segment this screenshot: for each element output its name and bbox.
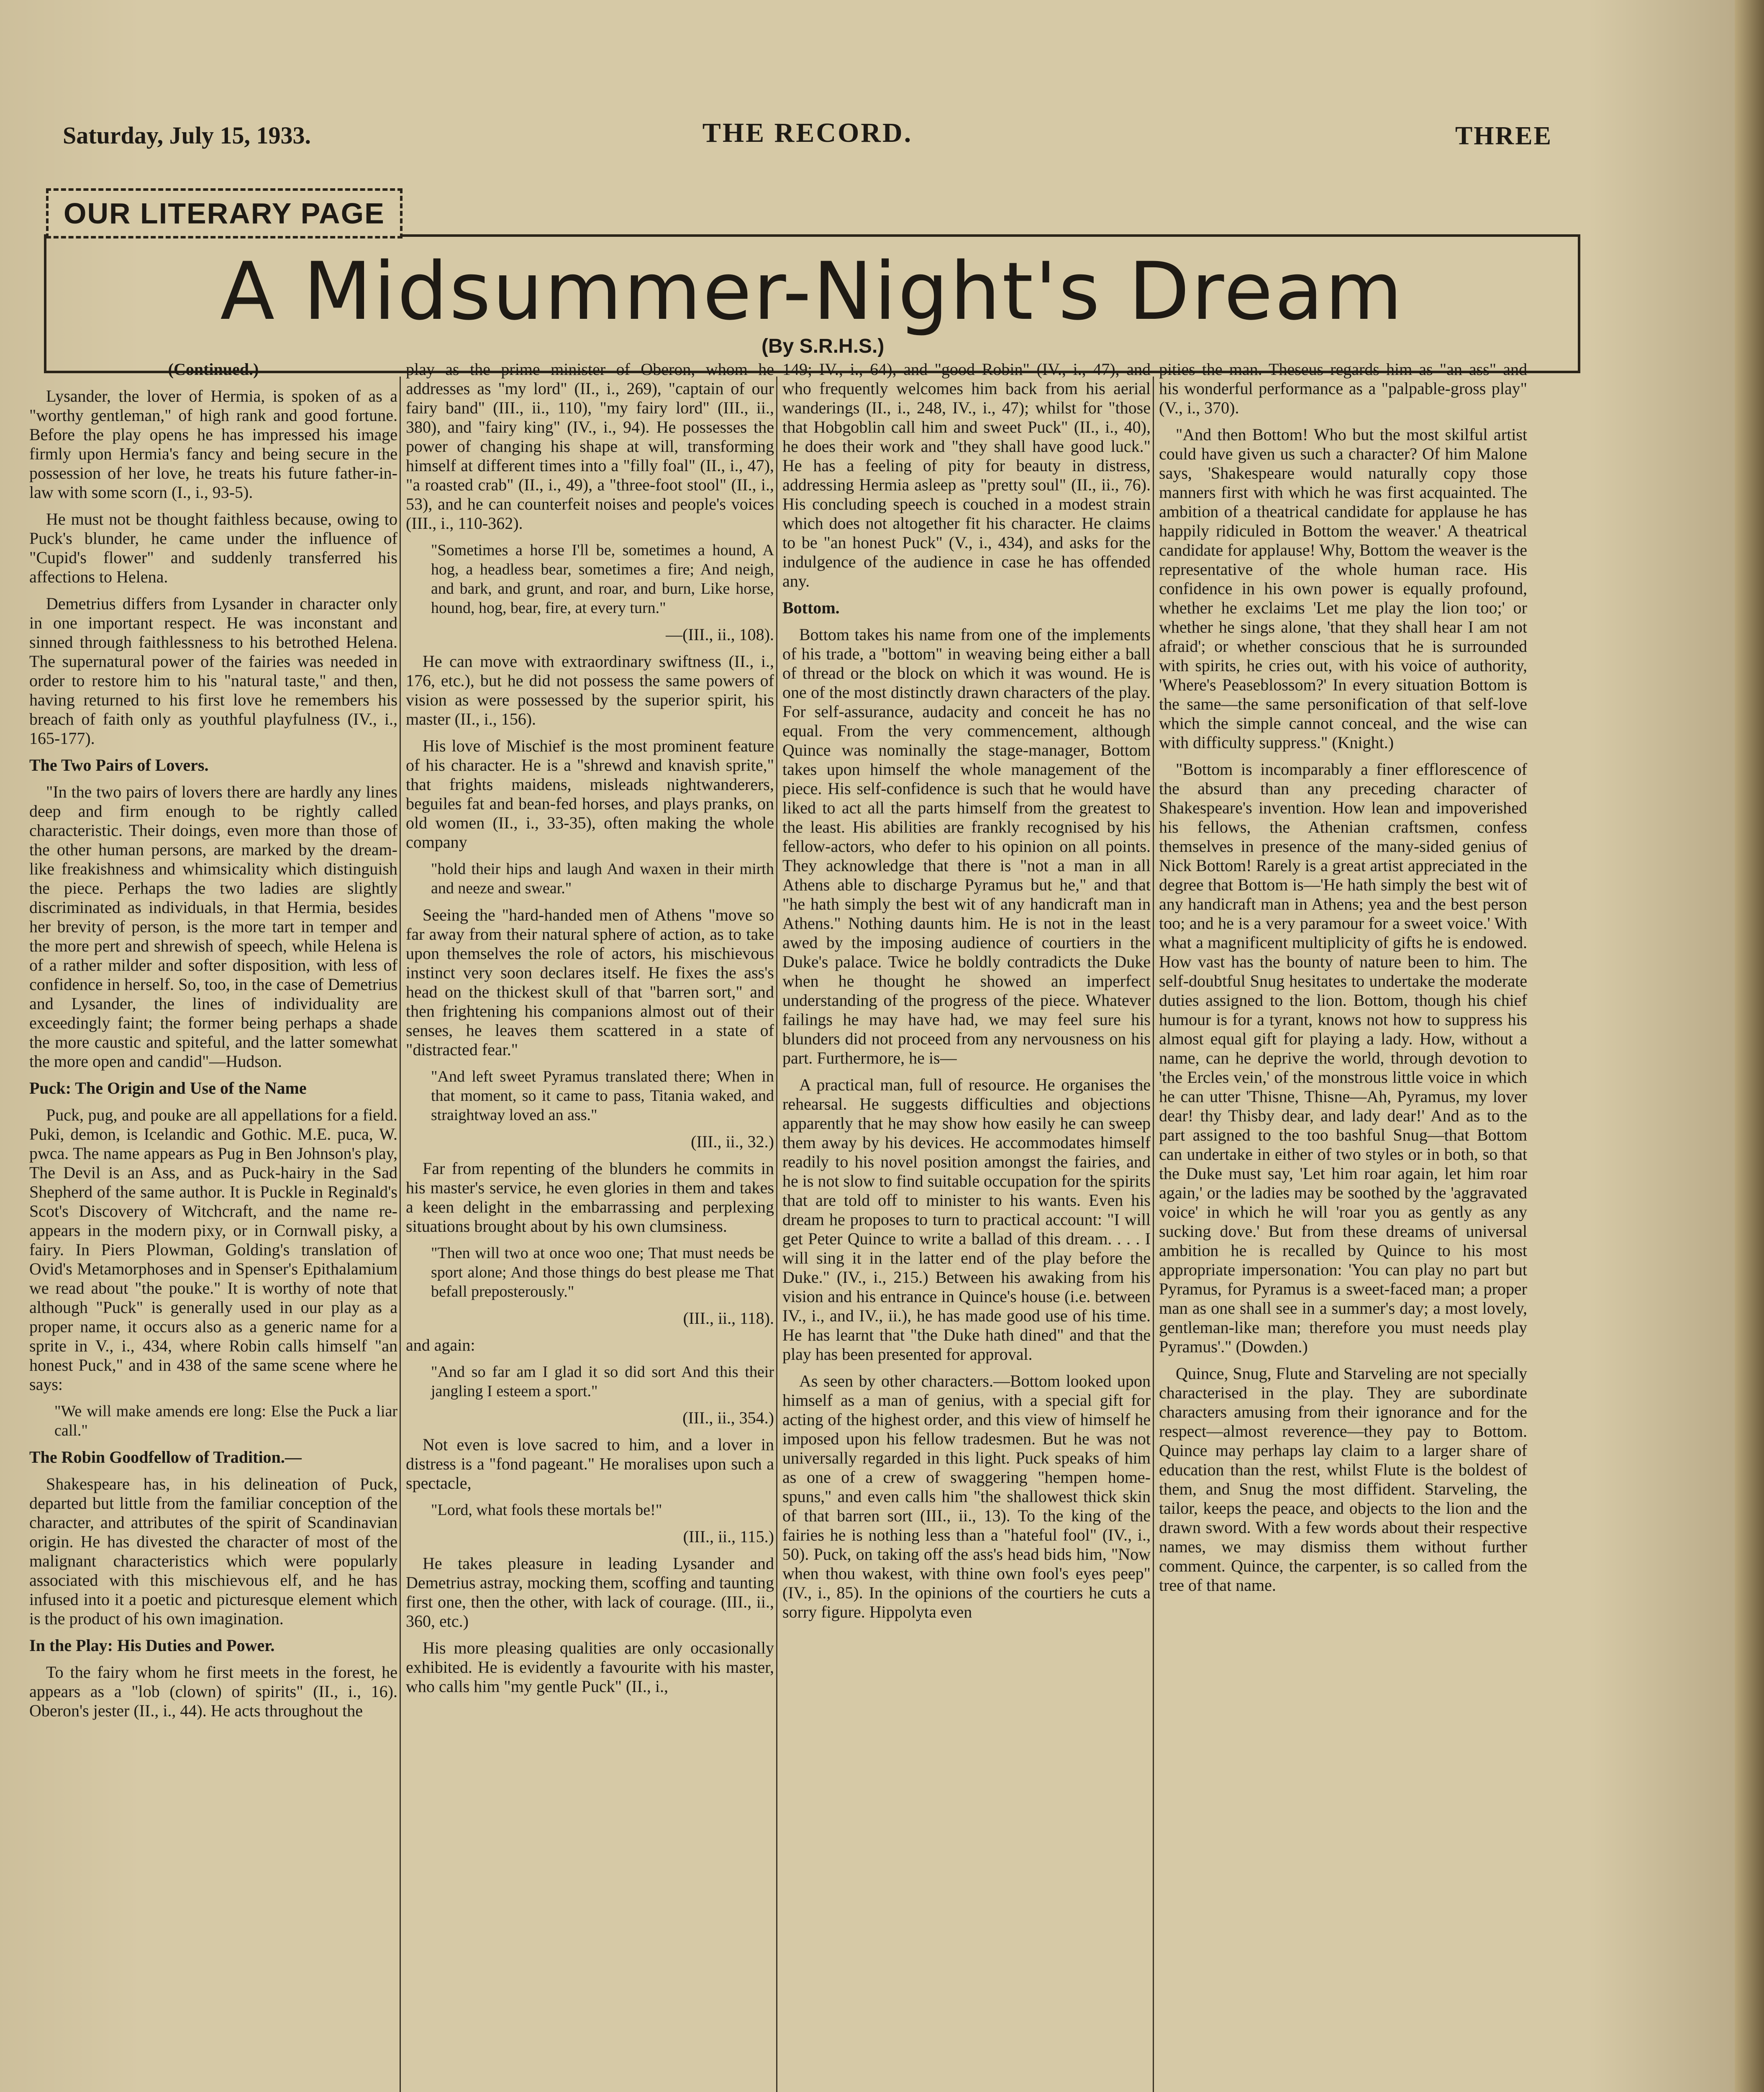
subheading: In the Play: His Duties and Power. bbox=[29, 1636, 275, 1655]
paragraph: play as the prime minister of Oberon, whom he addresses as "my lord" (II., i., 269), "captain of our fairy band" (III., ii., 110), "my fairy lord" (III., ii., 380), and "fairy king" (IV., i., 94). He possesses the power of changing his shape at will, transforming himself at different times into a "filly foal" (II., i., 47), "a roasted crab" (II., i., 49), a "three-foot stool" (II., i., 53), and he can counterfeit noises and people's voices (III., i., 110-362). bbox=[406, 360, 774, 533]
citation: —(III., ii., 108). bbox=[666, 625, 774, 644]
paragraph: Demetrius differs from Lysander in character only in one important respect. He was inconstant and sinned through faithlessness to his betrothed Helena. The supernatural power of the fairies was needed in order to restore him to his "natural taste," and then, having returned to his first love he remembers his breach of faith only as youthful playfulness (IV., i., 165-177). bbox=[29, 594, 397, 748]
paragraph: "Bottom is incomparably a finer efflorescence of the absurd than any preceding character of Shakespeare's invention. How lean and impoverished his fellows, the Athenian craftsmen, confess themselves in presence of the many-sided genius of Nick Bottom! Rarely is a great artist appreciated in the degree that Bottom is—'He hath simply the best wit of any handicraft man in Athens; yea and the best person too; and he is a very paramour for a sweet voice.' With what a magnificent multiplicity of gifts he is endowed. How vast has the bounty of nature been to him. The self-doubtful Snug hesitates to undertake the moderate duties assigned to the lion. Bottom, though his chief humour is for a tyrant, knows not how to suppress his almost equal gift for playing a lady. How, without a name, can he deprive the world, through devotion to 'the Ercles vein,' of the monstrous little voice in which he can utter 'Thisne, Thisne—Ah, Pyramus, my lover dear! thy Thisby dear, and lady dear!' And as to the part assigned to the too bashful Snug—that Bottom can undertake in either of two styles or in both, so that the Duke must say, 'Let him roar again, let him roar again,' or the ladies may be soothed by the 'aggravated voice' in which he will 'roar you as gently as any sucking dove.' But from these dreams of universal ambition he is recalled by Quince to his most appropriate impersonation: 'You can play no part but Pyramus, for Pyramus is a sweet-faced man; a proper man as one shall see in a summer's day; a most lovely, gentleman-like man; therefore you must needs play Pyramus'." (Dowden.) bbox=[1159, 760, 1527, 1356]
paragraph: He takes pleasure in leading Lysander and Demetrius astray, mocking them, scoffing and taunting first one, then the other, with lack of courage. (III., ii., 360, etc.) bbox=[406, 1554, 774, 1631]
verse-quote: "hold their hips and laugh And waxen in their mirth and neeze and swear." bbox=[431, 860, 774, 897]
subheading: Puck: The Origin and Use of the Name bbox=[29, 1079, 307, 1097]
column-rule bbox=[400, 377, 401, 2092]
subheading: Bottom. bbox=[782, 598, 840, 617]
paragraph: He must not be thought faithless because, owing to Puck's blunder, he came under the influence of "Cupid's flower" and suddenly transferred his affections to Helena. bbox=[29, 510, 397, 586]
paragraph: Far from repenting of the blunders he commits in his master's service, he even glories in them and takes a keen delight in the embarrassing and perplexing situations brought about by his own clumsiness. bbox=[406, 1159, 774, 1236]
paragraph: A practical man, full of resource. He organises the rehearsal. He suggests difficulties and objections apparently that he may show how easily he can sweep them away by his devices. He accommodates himself readily to his novel position amongst the fairies, and he is not slow to find suitable occupation for the spirits that are told off to minister to his wants. Even his dream he proposes to turn to practical account: "I will get Peter Quince to write a ballad of this dream. . . . I will sing it in the latter end of the play before the Duke." (IV., i., 215.) Between his awaking from his vision and his entrance in Quince's house (i.e. between IV., i., and IV., ii.), he has made good use of his time. He has learnt that "the Duke hath dined" and that the play has been presented for approval. bbox=[782, 1075, 1151, 1364]
paragraph: Bottom takes his name from one of the implements of his trade, a "bottom" in weaving being either a ball of thread or the block on which it was wound. He is one of the most distinctly drawn characters of the play. For self-assurance, audacity and conceit he has no equal. From the very commencement, although Quince was nominally the stage-manager, Bottom takes upon himself the whole management of the piece. His self-confidence is such that he would have liked to act all the parts himself from the greatest to the least. His abilities are frankly recognised by his fellow-actors, who defer to his opinion on all points. They acknowledge that there is "not a man in all Athens able to discharge Pyramus but he," and that "he hath simply the best wit of any handicraft man in Athens." Nothing daunts him. He is not in the least awed by the imposing audience of courtiers in the Duke's palace. Twice he boldly contradicts the Duke when he thought he showed an imperfect understanding of the progress of the piece. Whatever failings he may have had, we may feel sure his blunders did not proceed from any nervousness on his part. Furthermore, he is— bbox=[782, 625, 1151, 1067]
paragraph: To the fairy whom he first meets in the forest, he appears as a "lob (clown) of spirits" (II., i., 16). Oberon's jester (II., i., 44). He acts throughout the bbox=[29, 1663, 397, 1720]
paragraph: He can move with extraordinary swiftness (II., i., 176, etc.), but he did not possess the same powers of vision as were possessed by the superior spirit, his master (II., i., 156). bbox=[406, 652, 774, 728]
citation: (III., ii., 354.) bbox=[682, 1408, 774, 1427]
continued-note: (Continued.) bbox=[168, 360, 259, 379]
subheading: The Two Pairs of Lovers. bbox=[29, 756, 209, 774]
paragraph: Quince, Snug, Flute and Starveling are not specially characterised in the play. They are subordinate characters amusing from their ignorance and for the respect—almost reverence—they pay to Bottom. Quince may perhaps lay claim to a larger share of education than the rest, whilst Flute is the boldest of them, and Snug the most diffident. Starveling, the tailor, keeps the peace, and objects to the lion and the drawn sword. With a few words about their respective names, we may dismiss them without further comment. Quince, the carpenter, is so called from the tree of that name. bbox=[1159, 1364, 1527, 1595]
column-rule bbox=[1153, 377, 1154, 2092]
article-title: A Midsummer-Night's Dream bbox=[220, 245, 1404, 338]
paragraph: pities the man. Theseus regards him as "an ass" and his wonderful performance as a "palpable-gross play" (V., i., 370). bbox=[1159, 360, 1527, 417]
column-rule bbox=[776, 377, 777, 2092]
article-byline: (By S.R.H.S.) bbox=[761, 335, 885, 357]
verse-quote: "We will make amends ere long: Else the Puck a liar call." bbox=[54, 1402, 397, 1439]
verse-quote: "And so far am I glad it so did sort And this their jangling I esteem a sport." bbox=[431, 1363, 774, 1400]
citation: (III., ii., 115.) bbox=[683, 1527, 774, 1546]
paragraph: 149; IV., i., 64), and "good Robin" (IV., i., 47), and who frequently welcomes him back from his aerial wanderings (II., i., 248, IV., i., 47); whilst for "those that Hobgoblin call him and sweet Puck" (II., i., 40), he does their work and "they shall have good luck." He has a feeling of pity for beauty in distress, addressing Hermia asleep as "pretty soul" (II., ii., 76). His concluding speech is couched in a modest strain which does not altogether fit his character. He claims to be "an honest Puck" (V., i., 434), and asks for the indulgence of the audience in case he has offended any. bbox=[782, 360, 1151, 590]
paragraph: Seeing the "hard-handed men of Athens "move so far away from their natural sphere of action, as to take upon themselves the role of actors, his mischievous instinct very soon declares itself. He fixes the ass's head on the thickest skull of that "barren sort," and then frightening his companions almost out of their senses, he leaves them scattered in a state of "distracted fear." bbox=[406, 905, 774, 1059]
paragraph: "And then Bottom! Who but the most skilful artist could have given us such a character? Of him Malone says, 'Shakespeare would naturally copy those manners first with which he was first acquainted. The ambition of a theatrical candidate for applause he has happily ridiculed in Bottom the weaver.' A theatrical candidate for applause! Why, Bottom the weaver is the representative of the whole human race. His confidence in his own power is equally profound, whether he exclaims 'Let me play the lion too;' or whether he sings alone, 'that they shall hear I am not afraid'; or whether conscious that he is surrounded with spirits, he cries out, with his voice of authority, 'Where's Peaseblossom?' In every situation Bottom is the same—the same personification of that self-love which the simple cannot conceal, and the wise can with difficulty suppress." (Knight.) bbox=[1159, 425, 1527, 752]
article-column-2 bbox=[406, 360, 774, 2092]
paragraph: As seen by other characters.—Bottom looked upon himself as a man of genius, with a special gift for acting of the highest order, and this view of himself he imposed upon his fellow tradesmen. But he was not universally regarded in this light. Puck speaks of him as one of a crew of swaggering "hempen home-spuns," and even calls him "the shallowest thick skin of that barren sort (III., ii., 13). To the king of the fairies he is nothing less than a "hateful fool" (IV., i., 50). Puck, on taking off the ass's head bids him, "Now when thou wakest, with thine own fool's eyes peep" (IV., i., 85). In the opinions of the courtiers he cuts a sorry figure. Hippolyta even bbox=[782, 1372, 1151, 1621]
verse-quote: "Lord, what fools these mortals be!" bbox=[431, 1501, 662, 1519]
paragraph: Not even is love sacred to him, and a lover in distress is a "fond pageant." He moralises upon such a spectacle, bbox=[406, 1435, 774, 1492]
verse-quote: "And left sweet Pyramus translated there; When in that moment, so it came to pass, Titania waked, and straightway loved an ass." bbox=[431, 1068, 774, 1124]
article-column-3 bbox=[782, 360, 1151, 2092]
subheading: The Robin Goodfellow of Tradition.— bbox=[29, 1448, 302, 1466]
paragraph: "In the two pairs of lovers there are hardly any lines deep and firm enough to be rightly called characteristic. Their doings, even more than those of the other human persons, are marked by the dream-like freakishness and whimsicality which distinguish the piece. Perhaps the two ladies are slightly discriminated as individuals, in that Hermia, besides her brevity of person, is the more tart in temper and the more pert and shrewish of speech, while Helena is of a rather milder and softer disposition, with less of confidence in herself. So, too, in the case of Demetrius and Lysander, the lines of individuality are exceedingly faint; the former being perhaps a shade the more caustic and spiteful, and the latter somewhat the more open and candid"—Hudson. bbox=[29, 782, 397, 1071]
issue-date: Saturday, July 15, 1933. bbox=[63, 122, 311, 149]
paragraph: His more pleasing qualities are only occasionally exhibited. He is evidently a favourite with his master, who calls him "my gentle Puck" (II., i., bbox=[406, 1638, 774, 1696]
article-column-4 bbox=[1159, 360, 1527, 2092]
section-tag: OUR LITERARY PAGE bbox=[46, 188, 403, 238]
paragraph: Puck, pug, and pouke are all appellations for a field. Puki, demon, is Icelandic and Gothic. M.E. puca, W. pwca. The name appears as Pug in Ben Johnson's play, The Devil is an Ass, and as Puck-hairy in the Sad Shepherd of the same author. It is Puckle in Reginald's Scot's Discovery of Witchcraft, and the name re-appears in the modern pixy, or in Cornwall pisky, a fairy. In Piers Plowman, Golding's translation of Ovid's Metamorphoses and in Spenser's Epithalamium we read about "the pouke." It is worthy of note that although "Puck" is generally used in our play as a proper name, it occurs also as a generic name for a sprite in V., i., 434, where Robin calls himself "an honest Puck," and in 438 of the same scene where he says: bbox=[29, 1105, 397, 1394]
verse-quote: "Sometimes a horse I'll be, sometimes a hound, A hog, a headless bear, sometimes a fire; And neigh, and bark, and grunt, and roar, and burn, Like horse, hound, hog, bear, fire, at every turn." bbox=[431, 541, 774, 617]
page-edge bbox=[1735, 0, 1764, 2092]
paragraph: His love of Mischief is the most prominent feature of his character. He is a "shrewd and knavish sprite," that frights maidens, misleads nightwanderers, beguiles fat and bean-fed horses, and plays pranks, on old women (II., i., 33-35), often making the whole company bbox=[406, 736, 774, 851]
page-header bbox=[63, 113, 1552, 159]
paragraph: Shakespeare has, in his delineation of Puck, departed but little from the familiar conception of the character, and attributes of the spirit of Scandinavian origin. He has divested the character of most of the malignant characteristics which were popularly associated with this mischievous elf, and he has infused into it a poetic and picturesque element which is the product of his own imagination. bbox=[29, 1474, 397, 1628]
paragraph: Lysander, the lover of Hermia, is spoken of as a "worthy gentleman," of high rank and good fortune. Before the play opens he has impressed his image firmly upon Hermia's fancy and being secure in the possession of her love, he treats his future father-in-law with some scorn (I., i., 93-5). bbox=[29, 387, 397, 502]
paragraph: and again: bbox=[406, 1336, 475, 1354]
page-number: THREE bbox=[1455, 122, 1552, 150]
newspaper-name: THE RECORD. bbox=[702, 118, 913, 148]
citation: (III., ii., 32.) bbox=[691, 1132, 774, 1151]
verse-quote: "Then will two at once woo one; That must needs be sport alone; And those things do best please me That befall preposterously." bbox=[431, 1244, 774, 1300]
citation: (III., ii., 118). bbox=[683, 1309, 774, 1328]
article-column-1 bbox=[29, 360, 397, 2092]
